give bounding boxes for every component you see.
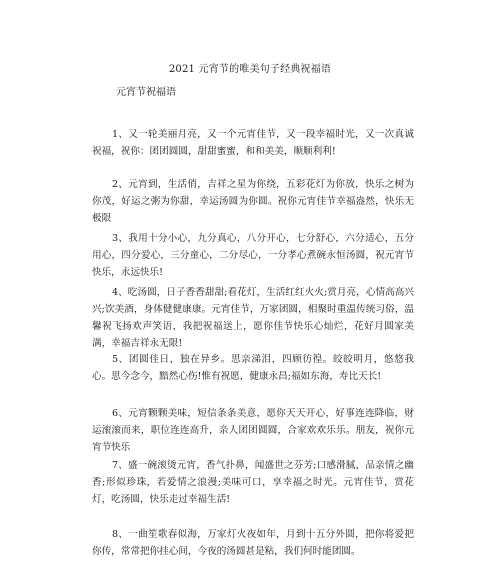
blessing-paragraph-6: 6、元宵颗颗美味，短信条条美意，愿你天天开心，好事连连降临，财运滚滚而来，职位连连高升，亲人团团圆圆，合家欢欢乐乐。朋友，祝你元宵节快乐 — [92, 408, 414, 453]
section-heading: 元宵节祝福语 — [116, 87, 176, 98]
blessing-paragraph-4: 4、吃汤圆，日子香香甜甜;看花灯，生活红红火火;赏月亮，心情高高兴兴;饮美酒，身体健健康康。元宵佳节，万家团圆，相聚时重温传统习俗，温馨祝飞扬欢声笑语，我把祝福送上，愿你佳节快乐心灿烂，花好月圆家美满，幸福吉祥永无限! — [92, 287, 414, 349]
blessing-paragraph-3: 3、我用十分小心，九分真心，八分开心，七分舒心，六分适心，五分用心，四分爱心，三分童心，二分尽心，一分孝心煮碗永恒汤圆，祝元宵节快乐，永远快乐! — [92, 233, 414, 278]
blessing-paragraph-7: 7、盛一碗滚烫元宵，香气扑鼻，闻盛世之芬芳;口感滑腻，品亲情之幽香;形似珍珠，若爱情之浪漫;美味可口，享幸福之时光。元宵佳节，赏花灯，吃汤圆，快乐走过幸福生活! — [92, 460, 414, 505]
blessing-paragraph-8: 8、一曲笙歌春似海，万家灯火夜如年，月到十五分外圆，把你将爱把你传，常常把你挂心间，今夜的汤圆甚是粘，我们何时能团圆。 — [92, 529, 414, 557]
document-title: 2021 元宵节的唯美句子经典祝福语 — [168, 64, 332, 75]
blessing-paragraph-5: 5、团圆佳日，独在异乡。思亲涕泪，四顾彷徨。皎皎明月，悠悠我心。思今念今，黯然心伤!惟有祝愿，健康永昌;福如东海，寿比天长! — [92, 354, 414, 382]
blessing-paragraph-2: 2、元宵到，生活俏，吉祥之星为你绕，五彩花灯为你放，快乐之树为你茂，好运之粥为你甜，幸运汤圆为你圆。祝你元宵佳节幸福盎然，快乐无极限 — [92, 179, 414, 224]
blessing-paragraph-1: 1、又一轮美丽月亮，又一个元宵佳节，又一段幸福时光，又一次真诚祝福，祝你：团团圆圆，甜甜蜜蜜，和和美美，顺顺利利! — [92, 129, 414, 157]
